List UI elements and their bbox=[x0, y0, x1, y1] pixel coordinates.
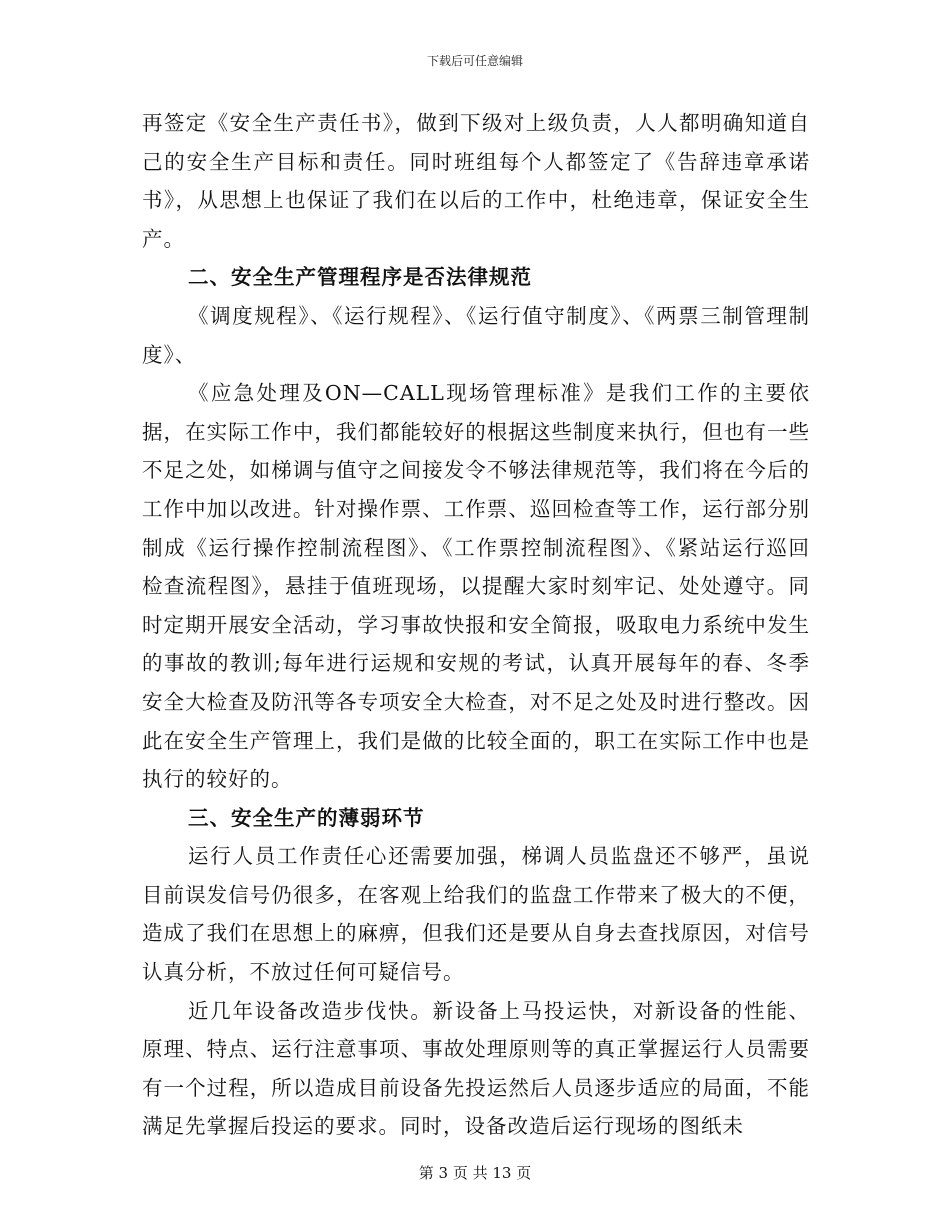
paragraph: 《调度规程》、《运行规程》、《运行值守制度》、《两票三制管理制度》、 bbox=[142, 303, 810, 367]
paragraph: 近几年设备改造步伐快。新设备上马投运快，对新设备的性能、原理、特点、运行注意事项、事故处理原则等的真正掌握运行人员需要有一个过程，所以造成目前设备先投运然后人员逐步适应的局面，不能满足先掌握后投运的要求。同时，设备改造后运行现场的图纸未 bbox=[142, 998, 810, 1139]
page-footer: 第 3 页 共 13 页 bbox=[418, 1164, 532, 1182]
paragraph: 《应急处理及ON—CALL现场管理标准》是我们工作的主要依据，在实际工作中，我们都能较好的根据这些制度来执行，但也有一些不足之处，如梯调与值守之间接发令不够法律规范等，我们将在今后的工作中加以改进。针对操作票、工作票、巡回检查等工作，运行部分别制成《运行操作控制流程图》、《工作票控制流程图》、《紧站运行巡回检查流程图》，悬挂于值班现场，以提醒大家时刻牢记、处处遵守。同时定期开展安全活动，学习事故快报和安全简报，吸取电力系统中发生的事故的教训;每年进行运规和安规的考试，认真开展每年的春、冬季安全大检查及防汛等各专项安全大检查，对不足之处及时进行整改。因此在安全生产管理上，我们是做的比较全面的，职工在实际工作中也是执行的较好的。 bbox=[142, 381, 810, 792]
paragraph: 再签定《安全生产责任书》，做到下级对上级负责，人人都明确知道自己的安全生产目标和责任。同时班组每个人都签定了《告辞违章承诺书》，从思想上也保证了我们在以后的工作中，杜绝违章，保证安全生产。 bbox=[142, 111, 810, 251]
paragraph: 运行人员工作责任心还需要加强，梯调人员监盘还不够严，虽说目前误发信号仍很多，在客观上给我们的监盘工作带来了极大的不便，造成了我们在思想上的麻痹，但我们还是要从自身去查找原因，对信号认真分析，不放过任何可疑信号。 bbox=[142, 844, 810, 985]
section-heading: 二、安全生产管理程序是否法律规范 bbox=[188, 265, 532, 290]
page-header: 下载后可任意编辑 bbox=[426, 54, 523, 68]
section-heading: 三、安全生产的薄弱环节 bbox=[188, 805, 425, 830]
document-body bbox=[142, 104, 810, 1146]
